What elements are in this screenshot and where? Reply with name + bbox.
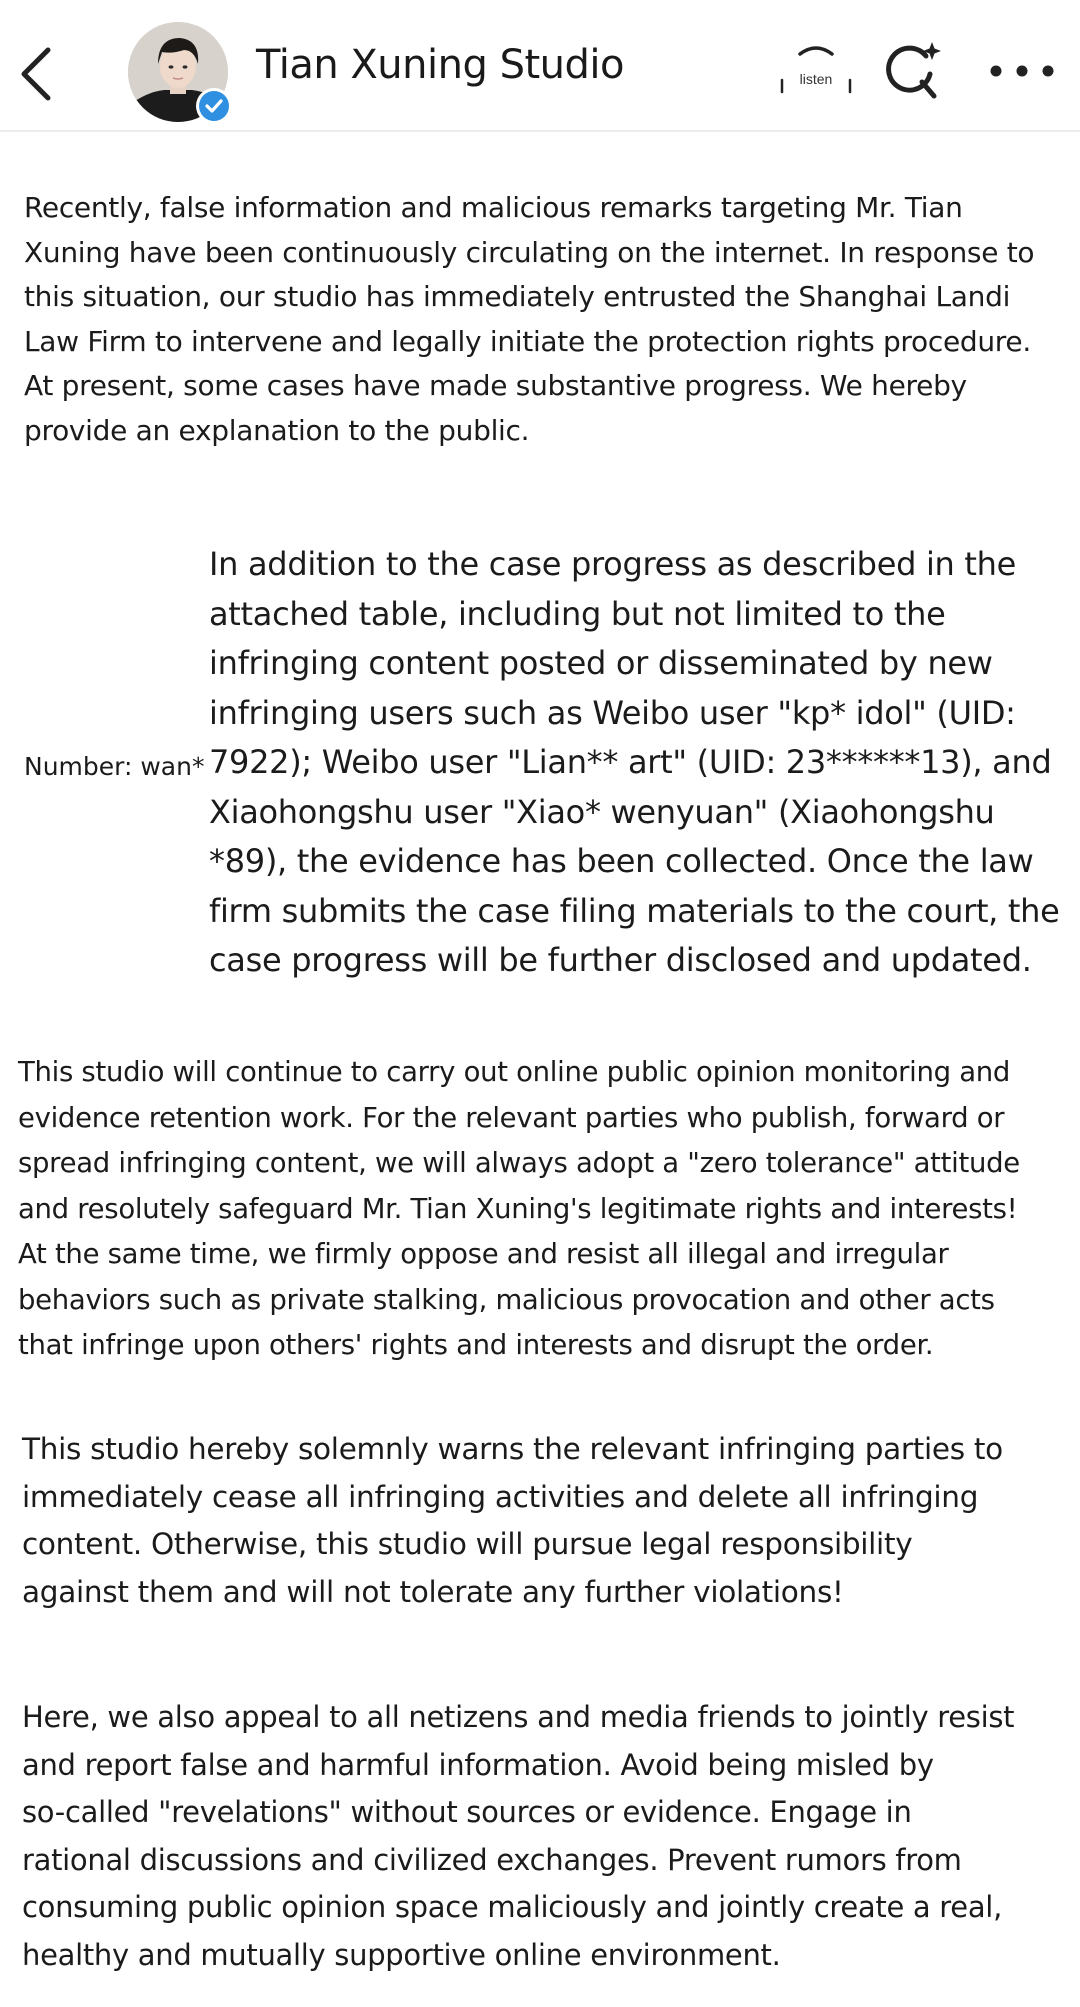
chevron-left-icon [14,40,58,108]
ai-search-button[interactable] [884,38,946,104]
verified-badge [196,88,232,124]
more-options-button[interactable] [988,58,1056,84]
page-title: Tian Xuning Studio [256,42,624,88]
listen-button[interactable] [778,40,854,100]
post-paragraph-warning: This studio hereby solemnly warns the relevant infringing parties to immediately cease all infringing activities and delete all infringing content. Otherwise, this studio will pursue legal responsibility against them and will not tolerate any further violations! [22,1432,1003,1609]
post-paragraph-appeal: Here, we also appeal to all netizens and media friends to jointly resist and report false and harmful information. Avoid being misled by so-called "revelations" without sources or evidence. Engage in rational discussions and civilized exchanges. Prevent rumors from consuming public opinion space maliciously and jointly create a real, healthy and mutually supportive online environment. [22,1700,1015,1972]
top-bar [0,0,1080,132]
verified-check-icon [196,88,232,124]
avatar[interactable] [128,22,228,122]
post-paragraph-case-progress: In addition to the case progress as described in the attached table, including but not limited to the infringing content posted or disseminated by new infringing users such as Weibo user "kp* idol" (UID: 7922); Weibo user "Lian** art" (UID: 23******13), and Xiaohongshu user "Xiao* wenyuan" (Xiaohongshu *89), the evidence has been collected. Once the law firm submits the case filing materials to the court, the case progress will be further disclosed and updated. [209,545,1060,979]
more-dots-icon [988,58,1056,84]
headphones-icon [778,40,854,100]
ai-search-icon [884,38,946,104]
post-paragraph-intro: Recently, false information and malicious remarks targeting Mr. Tian Xuning have been continuously circulating on the internet. In response to this situation, our studio has immediately entrusted the Shanghai Landi Law Firm to intervene and legally initiate the protection rights procedure. At present, some cases have made substantive progress. We hereby provide an explanation to the public. [24,191,1035,447]
back-button[interactable] [14,40,58,108]
listen-label: listen [799,71,833,87]
post-paragraph-monitoring: This studio will continue to carry out online public opinion monitoring and evidence retention work. For the relevant parties who publish, forward or spread infringing content, we will always adopt a "zero tolerance" attitude and resolutely safeguard Mr. Tian Xuning's legitimate rights and interests! At the same time, we firmly oppose and resist all illegal and irregular behaviors such as private stalking, malicious provocation and other acts that infringe upon others' rights and interests and disrupt the order. [18,1056,1020,1361]
uid-number-label: Number: wan* [24,752,208,781]
